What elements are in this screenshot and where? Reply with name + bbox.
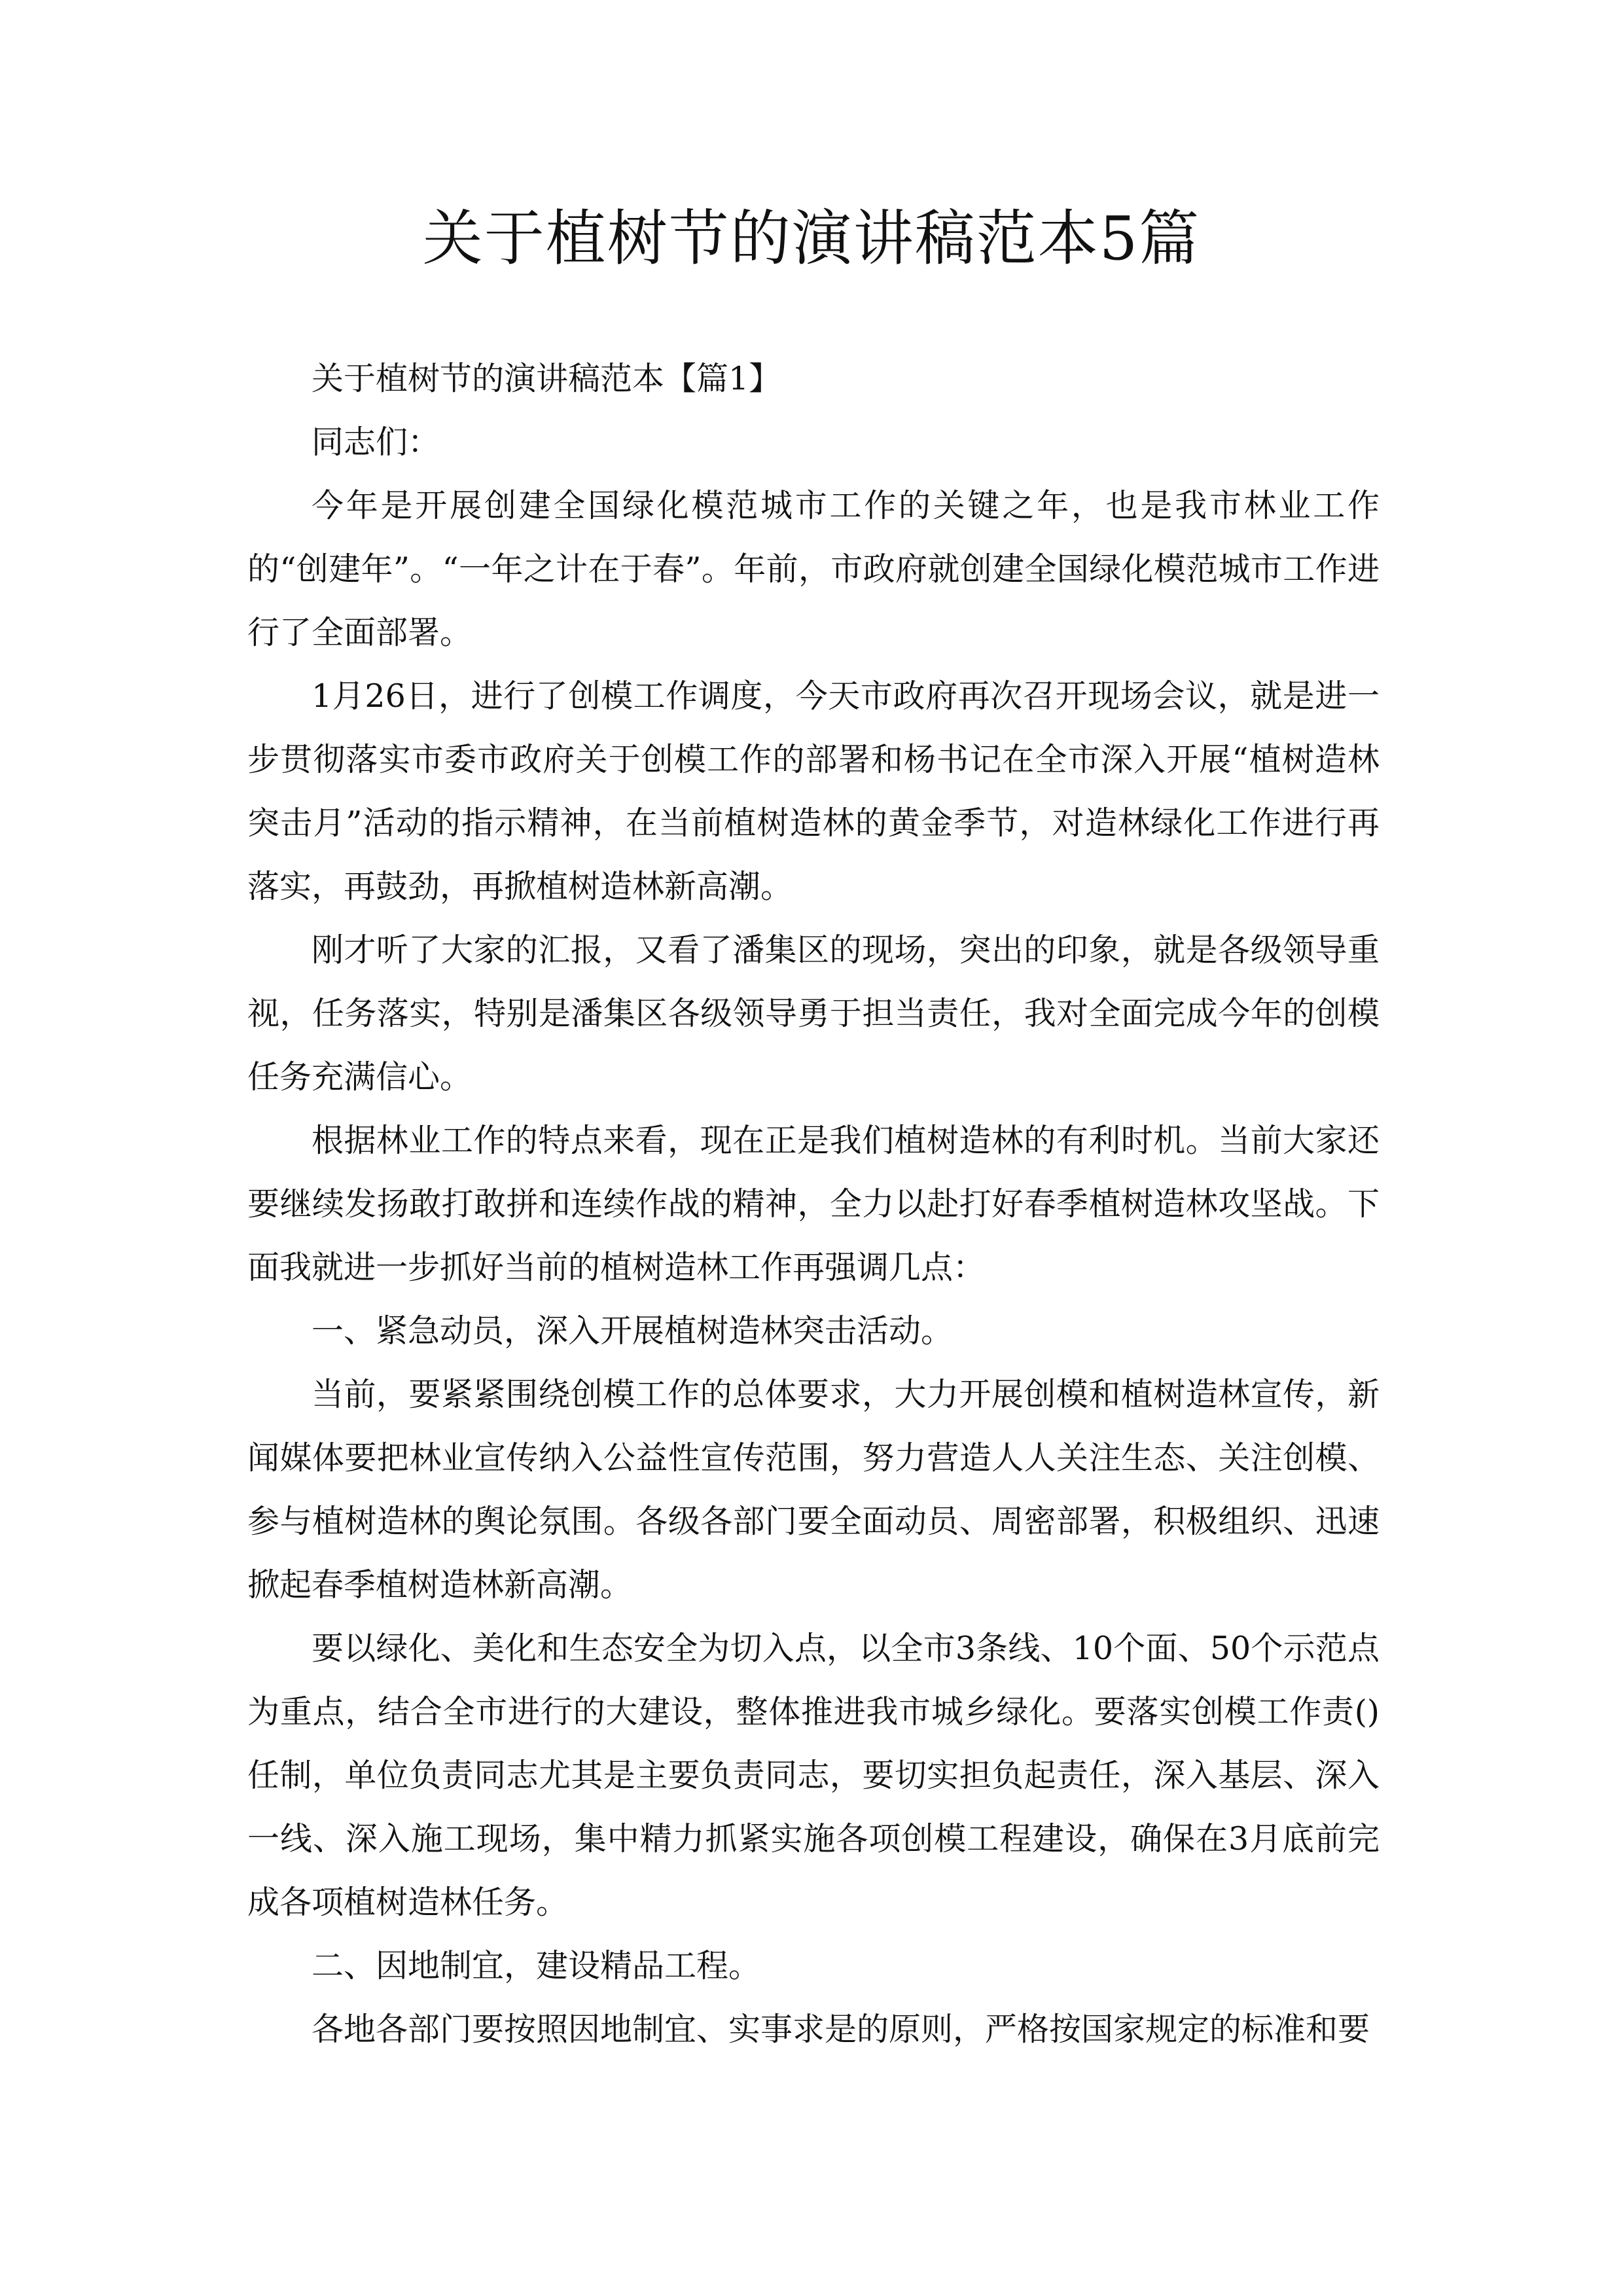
- paragraph: 当前，要紧紧围绕创模工作的总体要求，大力开展创模和植树造林宣传，新闻媒体要把林业宣传纳入公益性宣传范围，努力营造人人关注生态、关注创模、参与植树造林的舆论氛围。各级各部门要全面动员、周密部署，积极组织、迅速掀起春季植树造林新高潮。: [247, 1376, 1380, 1604]
- section-heading-1: 关于植树节的演讲稿范本【篇1】: [312, 360, 781, 397]
- paragraph: 要以绿化、美化和生态安全为切入点，以全市3条线、10个面、50个示范点为重点，结合全市进行的大建设，整体推进我市城乡绿化。要落实创模工作责()任制，单位负责同志尤其是主要负责同志，要切实担负起责任，深入基层、深入一线、深入施工现场，集中精力抓紧实施各项创模工程建设，确保在3月底前完成各项植树造林任务。: [247, 1630, 1380, 1921]
- paragraph: 今年是开展创建全国绿化模范城市工作的关键之年，也是我市林业工作的“创建年”。“一年之计在于春”。年前，市政府就创建全国绿化模范城市工作进行了全面部署。: [247, 487, 1380, 651]
- point-heading-2: 二、因地制宜，建设精品工程。: [312, 1947, 761, 1984]
- point-heading-1: 一、紧急动员，深入开展植树造林突击活动。: [312, 1312, 954, 1350]
- paragraph: 刚才听了大家的汇报，又看了潘集区的现场，突出的印象，就是各级领导重视，任务落实，特别是潘集区各级领导勇于担当责任，我对全面完成今年的创模任务充满信心。: [247, 931, 1380, 1096]
- salutation: 同志们：: [312, 423, 440, 461]
- paragraph: 根据林业工作的特点来看，现在正是我们植树造林的有利时机。当前大家还要继续发扬敢打敢拼和连续作战的精神，全力以赴打好春季植树造林攻坚战。下面我就进一步抓好当前的植树造林工作再强调几点：: [247, 1122, 1380, 1286]
- document-body: [247, 347, 1380, 2061]
- paragraph: 1月26日，进行了创模工作调度，今天市政府再次召开现场会议，就是进一步贯彻落实市委市政府关于创模工作的部署和杨书记在全市深入开展“植树造林突击月”活动的指示精神，在当前植树造林的黄金季节，对造林绿化工作进行再落实，再鼓劲，再掀植树造林新高潮。: [247, 677, 1380, 905]
- page-title: 关于植树节的演讲稿范本5篇: [422, 204, 1201, 274]
- paragraph: 各地各部门要按照因地制宜、实事求是的原则，严格按国家规定的标准和要: [312, 2011, 1370, 2048]
